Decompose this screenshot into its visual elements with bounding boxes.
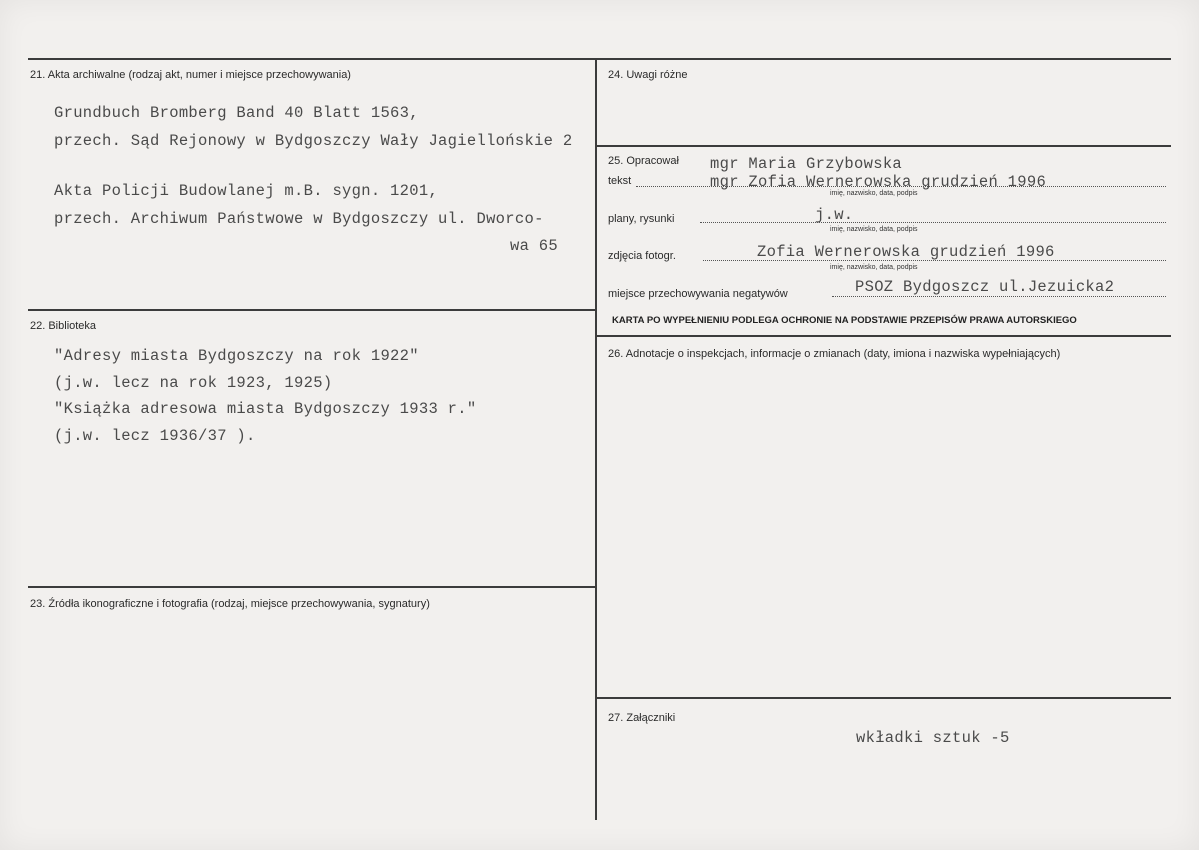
miejsce-value: PSOZ Bydgoszcz ul.Jezuicka2 <box>855 278 1115 296</box>
divider-24-25 <box>596 145 1171 147</box>
divider-25-26 <box>596 335 1171 337</box>
tekst-value-line-2: mgr Zofia Wernerowska grudzień 1996 <box>710 173 1047 191</box>
tekst-label: tekst <box>608 175 632 187</box>
tekst-value-line-1: mgr Maria Grzybowska <box>710 155 903 173</box>
zdjecia-hint: imię, nazwisko, data, podpis <box>830 264 918 271</box>
section-22-line-3: "Książka adresowa miasta Bydgoszczy 1933 r." <box>54 400 477 418</box>
plany-label: plany, rysunki <box>608 213 675 225</box>
plany-hint: imię, nazwisko, data, podpis <box>830 226 918 233</box>
section-22-line-4: (j.w. lecz 1936/37 ). <box>54 427 256 445</box>
zdjecia-value: Zofia Wernerowska grudzień 1996 <box>757 243 1055 261</box>
divider-26-27 <box>596 697 1171 699</box>
copyright-notice: KARTA PO WYPEŁNIENIU PODLEGA OCHRONIE NA PODSTAWIE PRZEPISÓW PRAWA AUTORSKIEGO <box>612 315 1077 326</box>
section-21-line-3: Akta Policji Budowlanej m.B. sygn. 1201, <box>54 182 439 200</box>
zdjecia-label: zdjęcia fotogr. <box>608 250 676 262</box>
section-27-label: 27. Załączniki <box>608 712 676 724</box>
section-24-label: 24. Uwagi różne <box>608 69 688 81</box>
section-21-line-5: wa 65 <box>510 237 559 255</box>
divider-22-23 <box>28 586 596 588</box>
miejsce-label: miejsce przechowywania negatywów <box>608 288 788 300</box>
section-23-label: 23. Źródła ikonograficzne i fotografia (rodzaj, miejsce przechowywania, sygnatury) <box>30 598 430 610</box>
section-22-label: 22. Biblioteka <box>30 320 97 332</box>
plany-dotted-line <box>700 222 1166 223</box>
miejsce-dotted-line <box>832 296 1166 297</box>
section-22-line-1: "Adresy miasta Bydgoszczy na rok 1922" <box>54 347 419 365</box>
section-25-label: 25. Opracował <box>608 155 679 167</box>
tekst-hint: imię, nazwisko, data, podpis <box>830 190 918 197</box>
divider-21-22 <box>28 309 596 311</box>
section-21-line-4: przech. Archiwum Państwowe w Bydgoszczy ul. Dworco- <box>54 210 544 228</box>
section-27-value: wkładki sztuk -5 <box>856 729 1010 747</box>
section-21-label: 21. Akta archiwalne (rodzaj akt, numer i miejsce przechowywania) <box>30 69 351 81</box>
section-22-line-2: (j.w. lecz na rok 1923, 1925) <box>54 374 333 392</box>
section-21-line-1: Grundbuch Bromberg Band 40 Blatt 1563, <box>54 104 419 122</box>
section-26-label: 26. Adnotacje o inspekcjach, informacje o zmianach (daty, imiona i nazwiska wypełniających) <box>608 348 1061 360</box>
section-21-line-2: przech. Sąd Rejonowy w Bydgoszczy Wały Jagiellońskie 2 <box>54 132 573 150</box>
center-divider <box>595 58 597 820</box>
top-rule <box>28 58 1171 60</box>
plany-value: j.w. <box>815 206 854 224</box>
